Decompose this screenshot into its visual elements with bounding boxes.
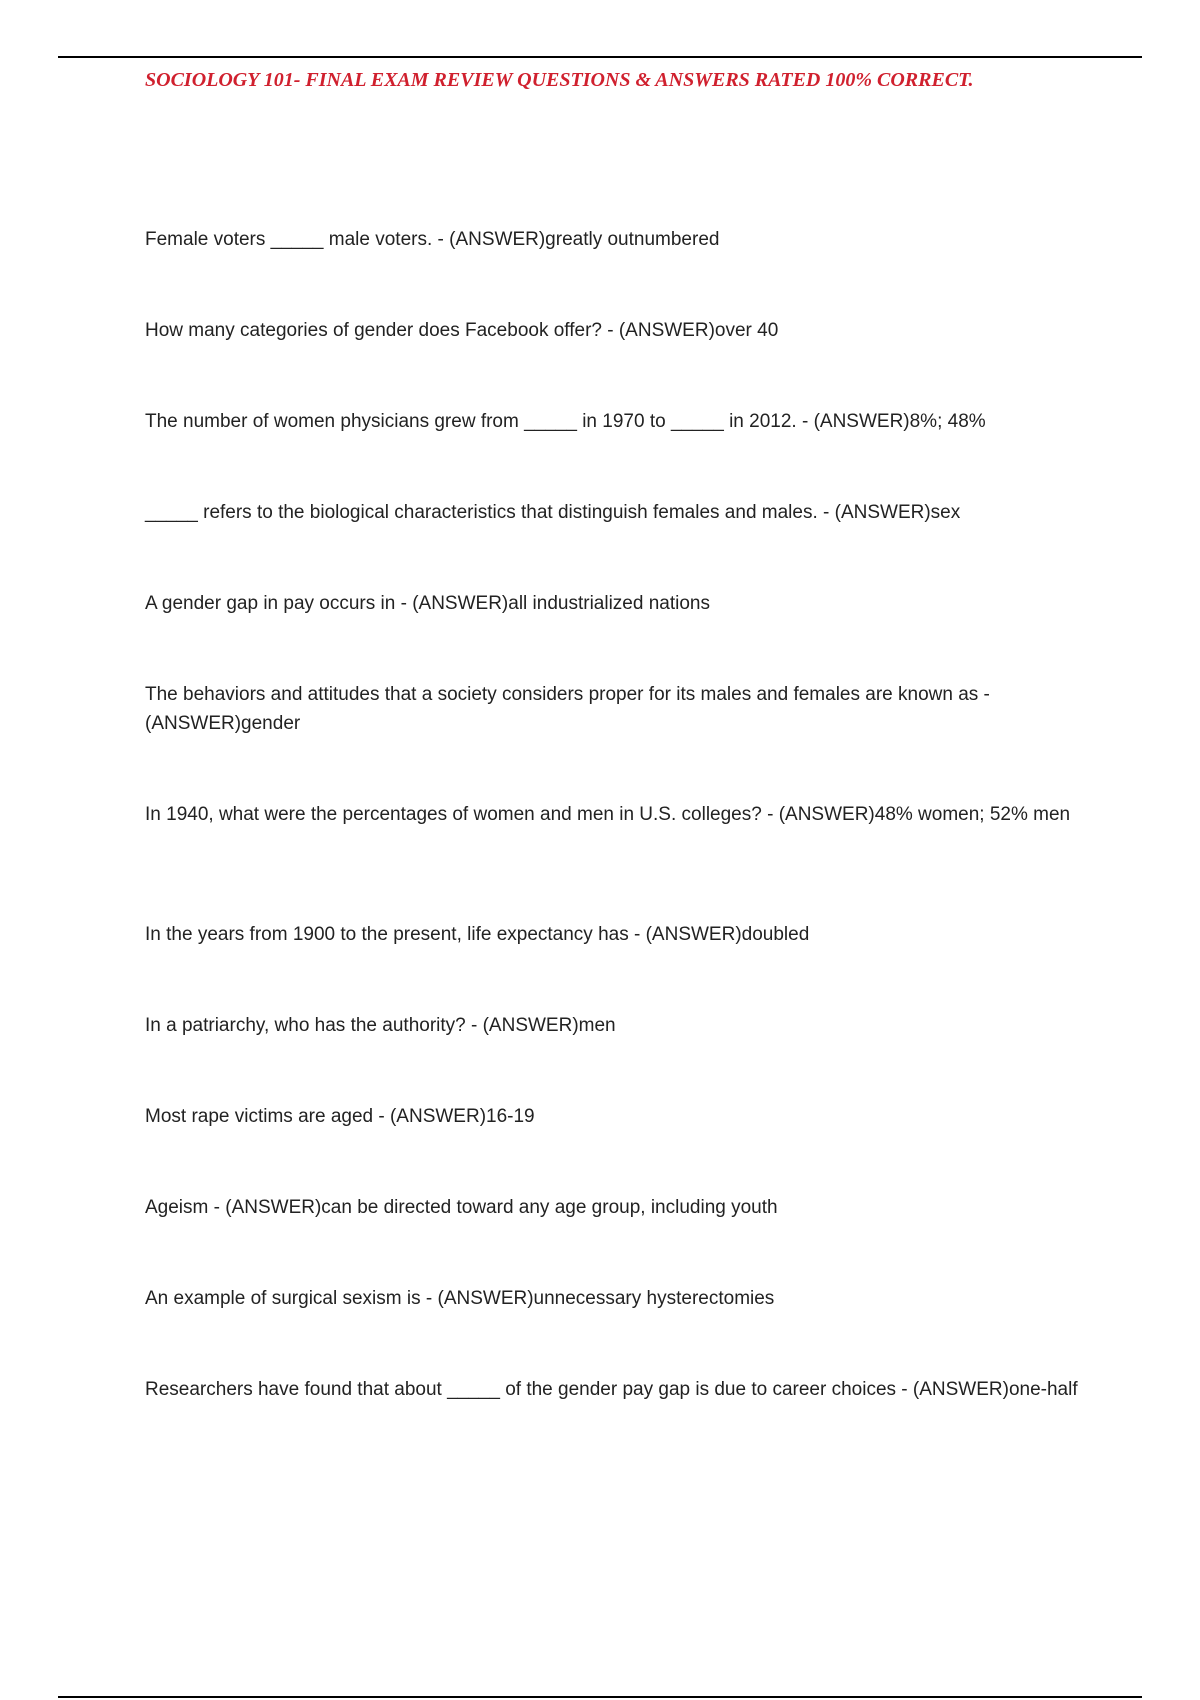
qa-item-2: How many categories of gender does Facebook offer? - (ANSWER)over 40 <box>145 320 779 341</box>
footer-rule <box>58 1696 1142 1698</box>
qa-item-3: The number of women physicians grew from _____ in 1970 to _____ in 2012. - (ANSWER)8%; 48% <box>145 411 986 432</box>
qa-item-11: Ageism - (ANSWER)can be directed toward any age group, including youth <box>145 1197 778 1218</box>
qa-item-1: Female voters _____ male voters. - (ANSWER)greatly outnumbered <box>145 229 720 250</box>
header-rule <box>58 56 1142 58</box>
qa-item-13: Researchers have found that about _____ of the gender pay gap is due to career choices - (ANSWER)one-half <box>145 1379 1078 1400</box>
qa-item-12: An example of surgical sexism is - (ANSWER)unnecessary hysterectomies <box>145 1288 775 1309</box>
qa-item-6: The behaviors and attitudes that a society considers proper for its males and females are known as - (ANSWER)gender <box>145 684 990 734</box>
qa-item-10: Most rape victims are aged - (ANSWER)16-19 <box>145 1106 535 1127</box>
document-title: SOCIOLOGY 101- FINAL EXAM REVIEW QUESTIONS & ANSWERS RATED 100% CORRECT. <box>145 69 974 91</box>
qa-item-9: In a patriarchy, who has the authority? - (ANSWER)men <box>145 1015 616 1036</box>
qa-item-5: A gender gap in pay occurs in - (ANSWER)all industrialized nations <box>145 593 710 614</box>
qa-item-4: _____ refers to the biological characteristics that distinguish females and males. - (ANSWER)sex <box>145 502 961 523</box>
qa-item-8: In the years from 1900 to the present, life expectancy has - (ANSWER)doubled <box>145 924 810 945</box>
qa-item-7: In 1940, what were the percentages of women and men in U.S. colleges? - (ANSWER)48% women; 52% men <box>145 804 1071 825</box>
